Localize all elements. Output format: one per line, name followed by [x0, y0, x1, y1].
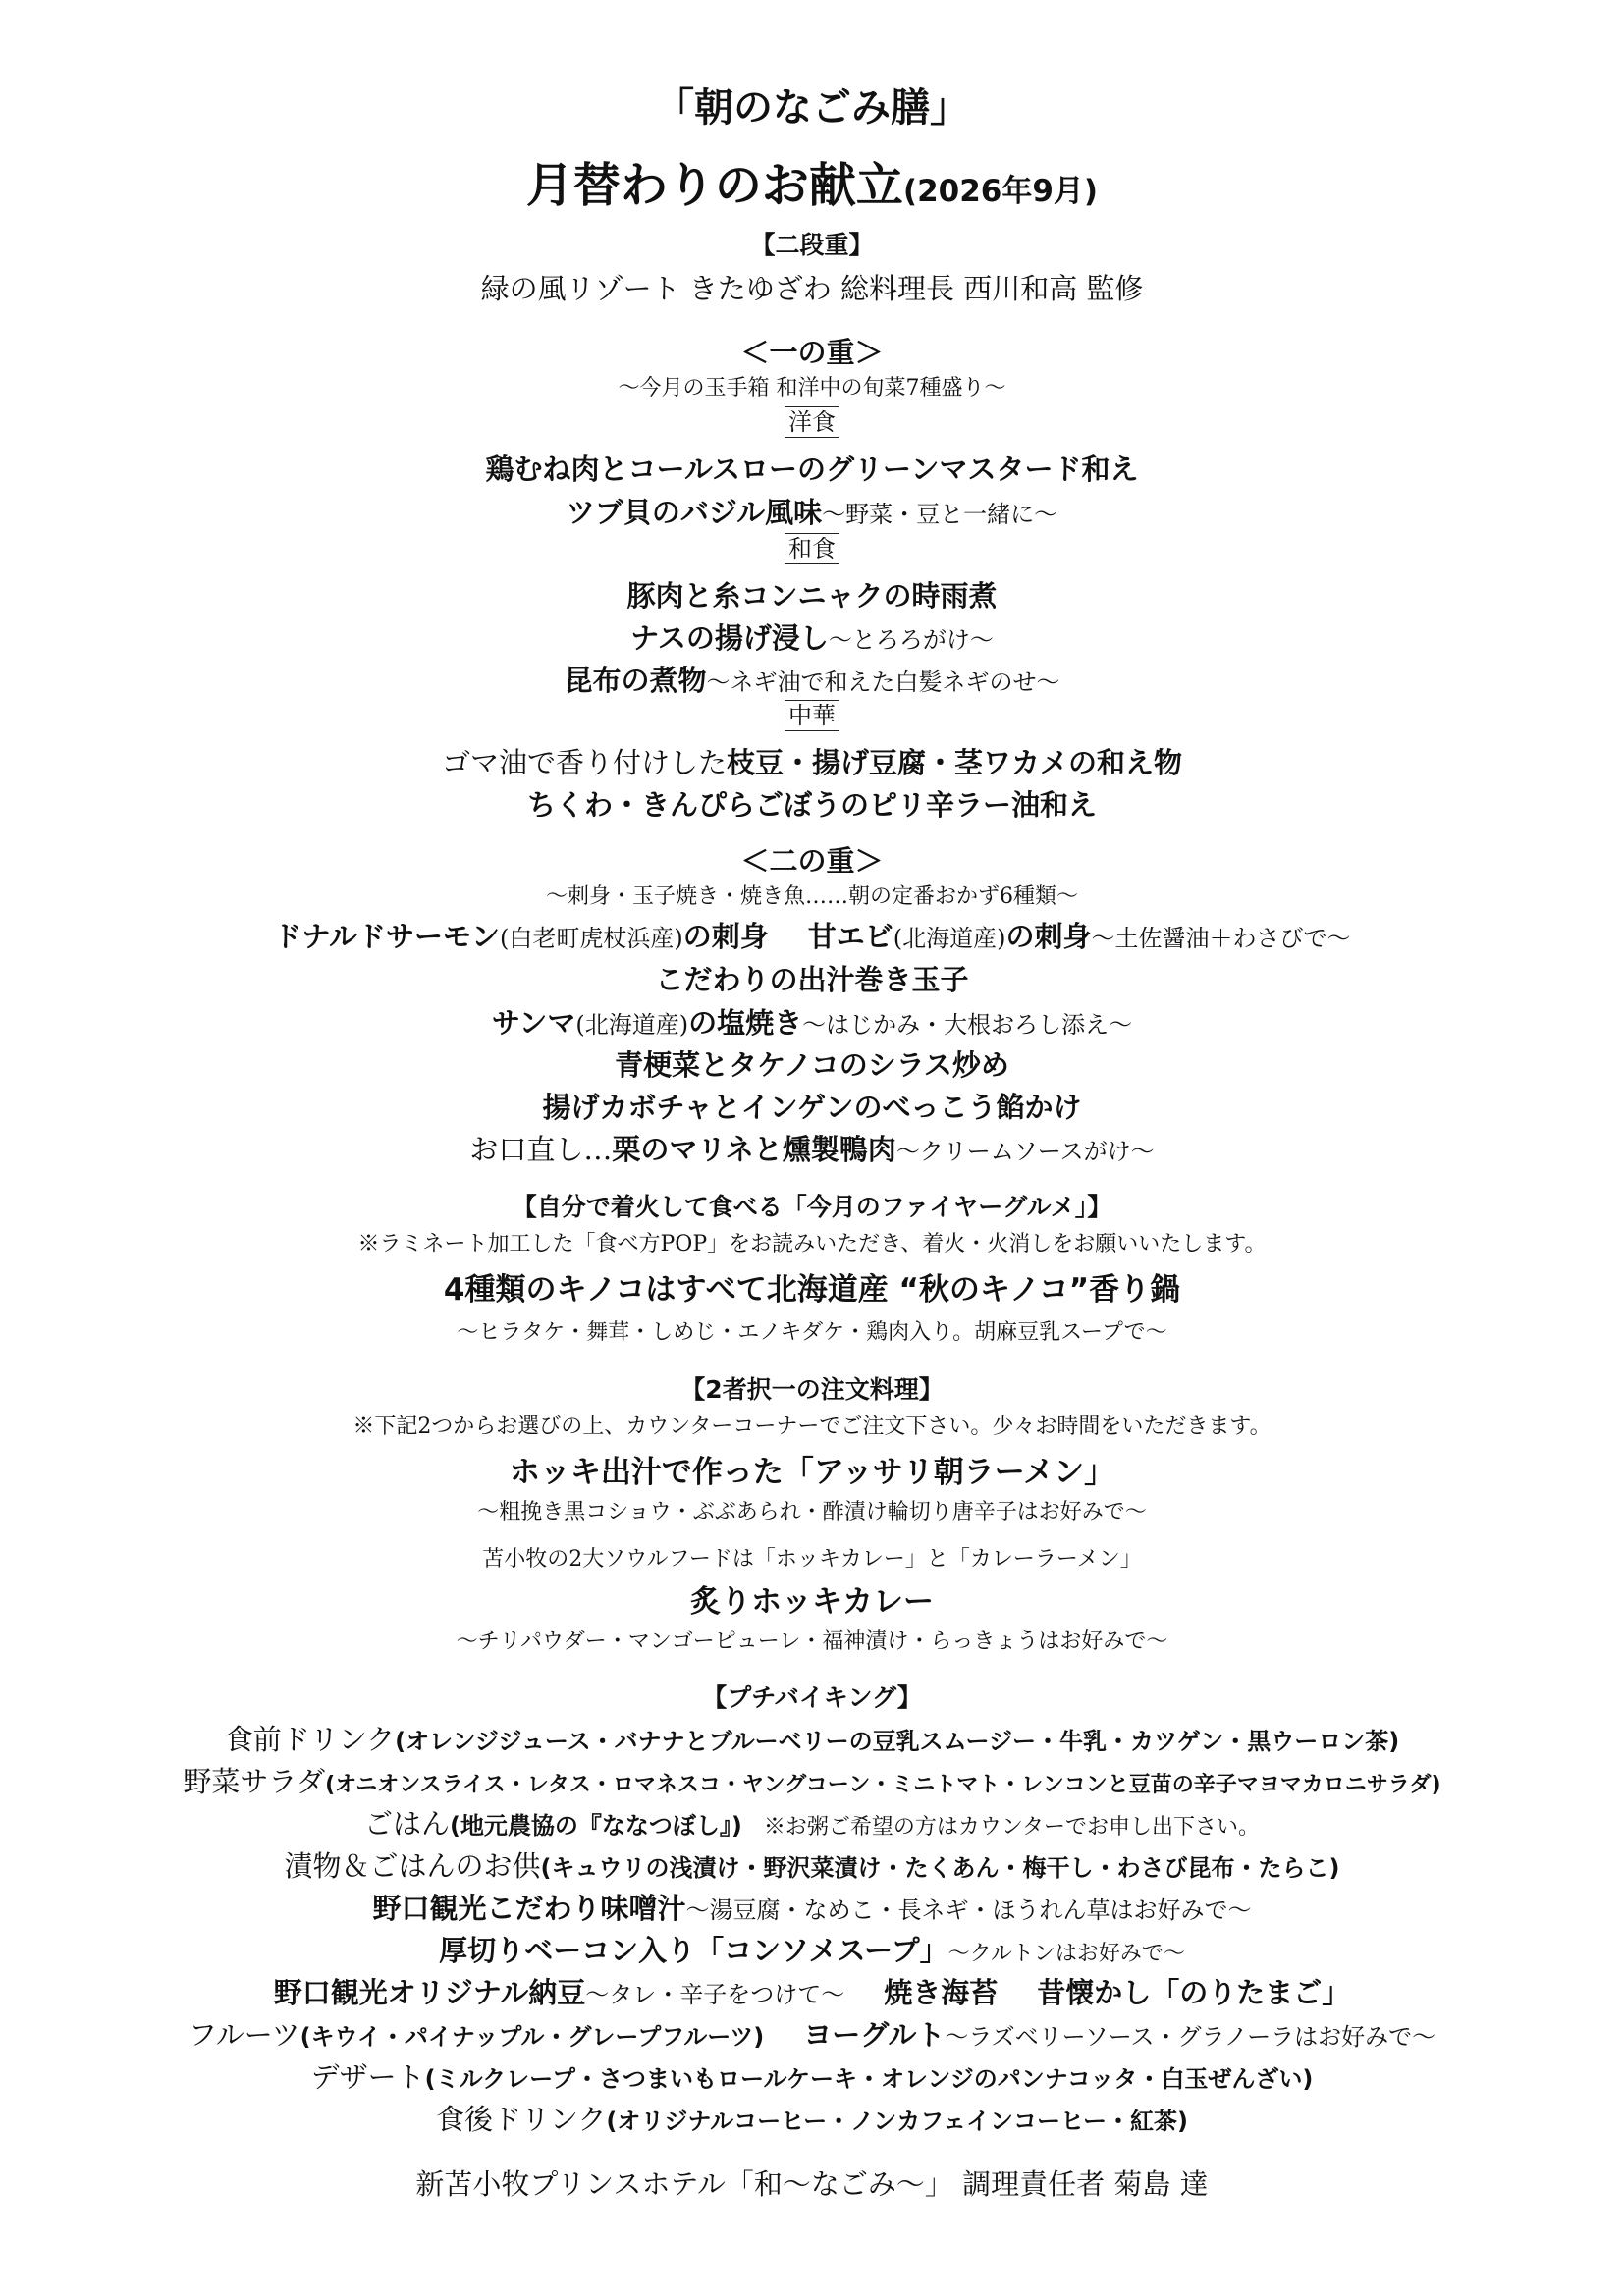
title-month: (2026年9月) [902, 174, 1099, 209]
buffet-row-soup: 厚切りベーコン入り「コンソメスープ」～クルトンはお好みで～ [439, 1934, 1185, 1967]
dish-c2: ちくわ・きんぴらごぼうのピリ辛ラー油和え [526, 788, 1097, 822]
chinese-category [0, 700, 1624, 731]
buffet-header: 【プチバイキング】 [702, 1683, 922, 1712]
chinese-label: 中華 [785, 700, 839, 731]
japanese-category [0, 533, 1624, 564]
western-category [0, 406, 1624, 438]
ni-header: ＜二の重＞ [740, 844, 884, 878]
dish-j2: ナスの揚げ浸し～とろろがけ～ [630, 621, 994, 655]
dish-s2: こだわりの出汁巻き玉子 [655, 963, 969, 996]
buffet-row-rice: ごはん(地元農協の『ななつぼし』) ※お粥ご希望の方はカウンターでお申し出下さい。 [363, 1807, 1261, 1841]
ichi-subtitle: ～今月の玉手箱 和洋中の旬菜7種盛り～ [618, 376, 1006, 400]
choice-header: 【2者択一の注文料理】 [680, 1375, 944, 1404]
japanese-label: 和食 [785, 533, 839, 564]
buffet-row-salad: 野菜サラダ(オニオンスライス・レタス・ロマネスコ・ヤングコーン・ミニトマト・レンコンと豆苗の辛子マヨマカロニサラダ) [183, 1765, 1441, 1798]
fire-note: ※ラミネート加工した「食べ方POP」をお読みいただき、着火・火消しをお願いいたします。 [357, 1232, 1267, 1256]
choice-mid-note: 苫小牧の2大ソウルフードは「ホッキカレー」と「カレーラーメン」 [482, 1547, 1142, 1572]
dish-s1: ドナルドサーモン(白老町虎杖浜産)の刺身 甘エビ(北海道産)の刺身～土佐醤油＋わさびで～ [273, 920, 1351, 953]
nidanju-header: 【二段重】 [750, 231, 874, 259]
dish-j1: 豚肉と糸コンニャクの時雨煮 [626, 579, 998, 613]
dish-s3: サンマ(北海道産)の塩焼き～はじかみ・大根おろし添え～ [491, 1006, 1133, 1040]
footer-credit: 新苫小牧プリンスホテル「和～なごみ～」 調理責任者 菊島 達 [415, 2167, 1209, 2201]
buffet-row-dessert: デザート(ミルクレープ・さつまいもロールケーキ・オレンジのパンナコッタ・白玉ぜんざい) [310, 2060, 1314, 2094]
fire-header: 【自分で着火して食べる「今月のファイヤーグルメ」】 [512, 1193, 1112, 1221]
choice-dish-2-sub: ～チリパウダー・マンゴーピューレ・福神漬け・らっきょうはお好みで～ [456, 1629, 1168, 1654]
choice-dish-1-sub: ～粗挽き黒コショウ・ぶぶあられ・酢漬け輪切り唐辛子はお好みで～ [477, 1500, 1147, 1524]
dish-c1: ゴマ油で香り付けした枝豆・揚げ豆腐・茎ワカメの和え物 [441, 746, 1183, 779]
dish-s5: 揚げカボチャとインゲンのべっこう餡かけ [542, 1091, 1082, 1124]
choice-dish-2: 炙りホッキカレー [690, 1584, 934, 1620]
ni-subtitle: ～刺身・玉子焼き・焼き魚……朝の定番おかず6種類～ [546, 884, 1078, 909]
dish-j3: 昆布の煮物～ネギ油で和えた白髪ネギのせ～ [564, 664, 1060, 697]
page-title [0, 147, 1624, 215]
buffet-row-pickles: 漬物＆ごはんのお供(キュウリの浅漬け・野沢菜漬け・たくあん・梅干し・わさび昆布・たらこ) [284, 1849, 1340, 1883]
buffet-row-miso: 野口観光こだわり味噌汁～湯豆腐・なめこ・長ネギ・ほうれん草はお好みで～ [372, 1892, 1252, 1925]
ichi-header: ＜一の重＞ [740, 336, 884, 369]
fire-subtitle: ～ヒラタケ・舞茸・しめじ・エノキダケ・鶏肉入り。胡麻豆乳スープで～ [457, 1320, 1167, 1345]
dish-w1: 鶏むね肉とコールスローのグリーンマスタード和え [485, 453, 1139, 486]
fire-dish: 4種類のキノコはすべて北海道産 “秋のキノコ”香り鍋 [443, 1272, 1181, 1308]
dish-s6: お口直し…栗のマリネと燻製鴨肉～クリームソースがけ～ [469, 1133, 1155, 1166]
dish-s4: 青梗菜とタケノコのシラス炒め [615, 1048, 1009, 1082]
buffet-row-drinks: 食前ドリンク(オレンジジュース・バナナとブルーベリーの豆乳スムージー・牛乳・カツゲン・黒ウーロン茶) [224, 1723, 1400, 1756]
dish-w2: ツブ貝のバジル風味～野菜・豆と一緒に～ [566, 496, 1058, 529]
choice-note: ※下記2つからお選びの上、カウンターコーナーでご注文下さい。少々お時間をいただきます。 [352, 1415, 1272, 1439]
buffet-row-natto: 野口観光オリジナル納豆～タレ・辛子をつけて～ 焼き海苔 昔懐かし「のりたまご」 [273, 1976, 1351, 2009]
menu-name: 「朝のなごみ膳」 [655, 85, 969, 131]
choice-dish-1: ホッキ出汁で作った「アッサリ朝ラーメン」 [509, 1455, 1115, 1490]
supervisor-line: 緑の風リゾート きたゆざわ 総料理長 西川和高 監修 [480, 272, 1144, 305]
buffet-row-afterdrink: 食後ドリンク(オリジナルコーヒー・ノンカフェインコーヒー・紅茶) [435, 2103, 1189, 2136]
western-label: 洋食 [785, 406, 839, 438]
title-main: 月替わりのお献立 [525, 158, 903, 213]
buffet-row-fruit: フルーツ(キウイ・パイナップル・グレープフルーツ) ヨーグルト～ラズベリーソース・グラノーラはお好みで～ [188, 2018, 1436, 2052]
